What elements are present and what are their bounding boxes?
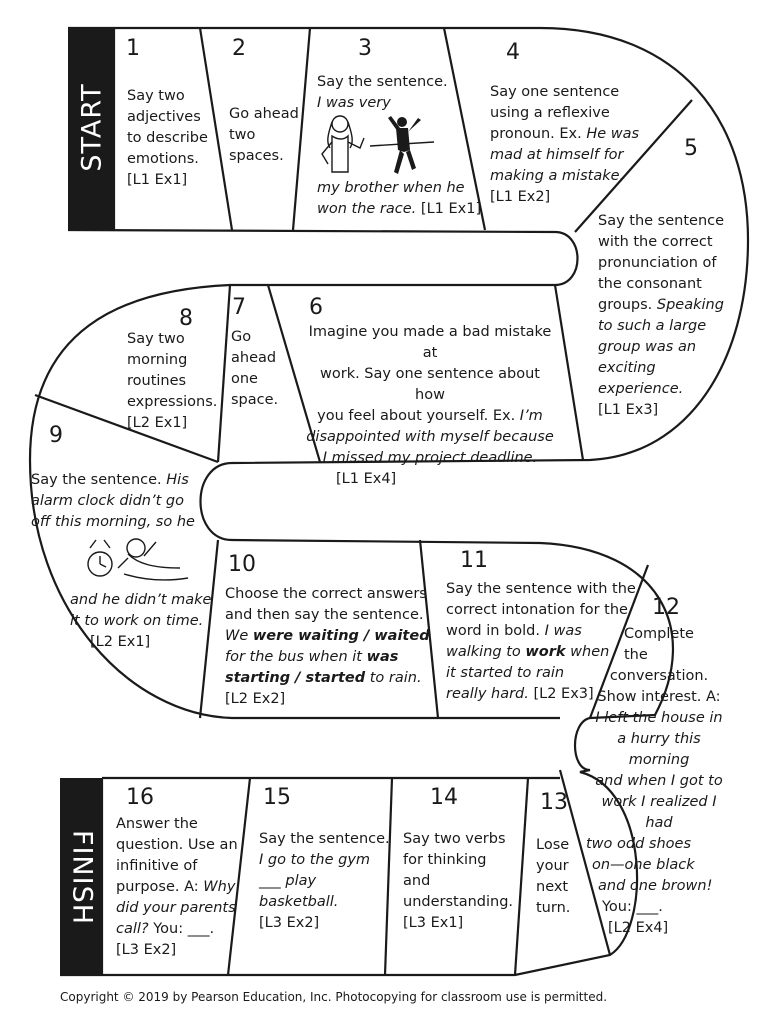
text-line: and (403, 873, 431, 889)
space-text (116, 814, 238, 961)
text-line: basketball. (259, 894, 339, 910)
text-line: I’m (519, 408, 543, 424)
text-line: group was an (598, 339, 697, 355)
text-line: [L3 Ex1] (403, 915, 464, 931)
space-number: 3 (358, 36, 372, 61)
space-number: 16 (126, 785, 154, 810)
text-line: making a mistake. (490, 168, 625, 184)
space-text (403, 829, 513, 934)
text-line: Go (231, 329, 252, 345)
text-line: using a reflexive (490, 105, 610, 121)
space-text (490, 82, 639, 208)
text-line: mad at himself for (490, 147, 624, 163)
text-line: Say the sentence. (317, 74, 448, 90)
space-number: 7 (232, 295, 246, 320)
space-number: 8 (179, 306, 193, 331)
text-line: to rain. (365, 670, 422, 686)
space-number: 5 (684, 136, 698, 161)
text-line: for thinking (403, 852, 487, 868)
text-line: conversation. (609, 668, 709, 684)
space-text (306, 322, 554, 490)
text-line: [L1 Ex1] (416, 201, 482, 217)
text-line: correct intonation for the (446, 602, 628, 618)
text-line: [L3 Ex2] (116, 942, 177, 958)
space-number: 15 (263, 785, 291, 810)
text-line: Say one sentence (490, 84, 620, 100)
text-line: Go ahead (229, 106, 299, 122)
text-line: the consonant (598, 276, 702, 292)
text-line: He was (586, 126, 640, 142)
text-line: Say the sentence. (31, 472, 167, 488)
space-text (127, 329, 217, 434)
space-text (317, 178, 481, 220)
space-text (31, 470, 195, 533)
text-line: Say the sentence (598, 213, 725, 229)
text-line: your (536, 858, 569, 874)
text-line: space. (231, 392, 279, 408)
text-line: to such a large (598, 318, 707, 334)
text-line: Speaking (656, 297, 724, 313)
space-text (598, 211, 724, 421)
space-text (536, 835, 570, 919)
text-line: [L2 Ex4] (608, 920, 669, 936)
text-line: Lose (536, 837, 570, 853)
alarm-clock-man-illustration (84, 534, 194, 590)
text-line: spaces. (229, 148, 284, 164)
text-line: for the bus when it (225, 649, 367, 665)
text-line: won the race. (317, 201, 417, 217)
text-line: understanding. (403, 894, 514, 910)
space-text (229, 104, 299, 167)
text-line: Answer the (116, 816, 198, 832)
text-line: I left the house in (595, 710, 723, 726)
text-line: We (225, 628, 253, 644)
text-line: [L2 Ex2] (225, 691, 286, 707)
text-line: pronunciation of (598, 255, 717, 271)
text-line: [L1 Ex4] (336, 471, 397, 487)
text-line: walking to (446, 644, 526, 660)
text-line: really hard. (446, 686, 529, 702)
text-line: Say the sentence with the (446, 581, 636, 597)
text-line: off this morning, so he (31, 514, 195, 530)
text-line: [L3 Ex2] (259, 915, 320, 931)
text-line: call? (116, 921, 149, 937)
text-line: and one brown! (598, 878, 713, 894)
space-number: 9 (49, 423, 63, 448)
text-line: emotions. (127, 151, 199, 167)
text-line: a hurry this morning (617, 731, 701, 768)
text-line: when (565, 644, 610, 660)
text-line: His (166, 472, 189, 488)
space-number: 10 (228, 552, 256, 577)
space-number: 1 (126, 36, 140, 61)
text-line: [L2 Ex3] (528, 686, 594, 702)
text-line: it started to rain (446, 665, 565, 681)
text-line: [L1 Ex3] (598, 402, 659, 418)
space-text (317, 72, 448, 114)
text-line: I was (544, 623, 582, 639)
space-number: 6 (309, 295, 323, 320)
space-number: 4 (506, 40, 520, 65)
text-line: ahead (231, 350, 277, 366)
text-line: on—one black (592, 857, 695, 873)
text-line: infinitive of (116, 858, 198, 874)
text-line: Say the sentence. (259, 831, 390, 847)
text-line: it to work on time. (70, 613, 204, 629)
text-line: Show interest. A: (597, 689, 721, 705)
text-line: one (231, 371, 258, 387)
text-line: Complete (624, 626, 694, 642)
space-text (70, 590, 211, 611)
text-line: [L1 Ex1] (127, 172, 188, 188)
text-line: Say two (127, 331, 185, 347)
text-line: I missed my project deadline. (322, 450, 538, 466)
text-line: question. Use an (116, 837, 238, 853)
text-line: two (229, 127, 256, 143)
text-line: with the correct (598, 234, 713, 250)
text-line: groups. (598, 297, 657, 313)
text-line: routines (127, 373, 187, 389)
text-line: pronoun. Ex. (490, 126, 587, 142)
space-number: 12 (652, 595, 680, 620)
space-text (259, 829, 390, 934)
text-line: morning (127, 352, 188, 368)
text-line: the (624, 647, 648, 663)
text-line: experience. (598, 381, 684, 397)
space-text (231, 327, 278, 411)
text-line: expressions. (127, 394, 218, 410)
text-line: did your parents (116, 900, 236, 916)
text-line: my brother when he (317, 180, 465, 196)
copyright-notice: Copyright © 2019 by Pearson Education, Inc. Photocopying for classroom use is permitted. (60, 990, 608, 1004)
space-text (70, 611, 203, 653)
text-line: adjectives (127, 109, 201, 125)
text-line: were waiting / waited (252, 628, 430, 644)
text-line: ___ play (259, 873, 317, 889)
text-line: Why (203, 879, 236, 895)
text-line: was (366, 649, 399, 665)
space-number: 2 (232, 36, 246, 61)
space-text (225, 584, 430, 710)
text-line: next (536, 879, 569, 895)
text-line: alarm clock didn’t go (31, 493, 184, 509)
space-text (586, 624, 732, 939)
text-line: [L2 Ex1] (127, 415, 188, 431)
text-line: two odd shoes (586, 836, 692, 852)
text-line: you feel about yourself. Ex. (317, 408, 520, 424)
text-line: turn. (536, 900, 571, 916)
space-number: 13 (540, 790, 568, 815)
text-line: purpose. A: (116, 879, 204, 895)
text-line: You: ___. (602, 899, 663, 915)
text-line: Choose the correct answers (225, 586, 427, 602)
text-line: work I realized I had (601, 794, 717, 831)
text-line: Say two verbs (403, 831, 506, 847)
text-line: work. Say one sentence about how (320, 366, 540, 403)
text-line: and when I got to (595, 773, 723, 789)
text-line: [L1 Ex2] (490, 189, 551, 205)
text-line: I go to the gym (259, 852, 371, 868)
text-line: exciting (598, 360, 656, 376)
space-text (127, 86, 208, 191)
space-number: 11 (460, 548, 488, 573)
text-line: and he didn’t make (70, 592, 212, 608)
text-line: work (525, 644, 566, 660)
start-label: START (76, 83, 108, 172)
finish-label: FINISH (66, 829, 98, 926)
text-line: [L2 Ex1] (90, 634, 151, 650)
text-line: word in bold. (446, 623, 545, 639)
excited-woman-and-runner-illustration (318, 112, 438, 178)
text-line: You: ___. (148, 921, 215, 937)
text-line: Imagine you made a bad mistake at (308, 324, 552, 361)
text-line: I was very (317, 95, 391, 111)
text-line: disappointed with myself because (306, 429, 554, 445)
space-number: 14 (430, 785, 458, 810)
text-line: Say two (127, 88, 185, 104)
text-line: to describe (127, 130, 208, 146)
text-line: and then say the sentence. (225, 607, 424, 623)
text-line: starting / started (225, 670, 366, 686)
